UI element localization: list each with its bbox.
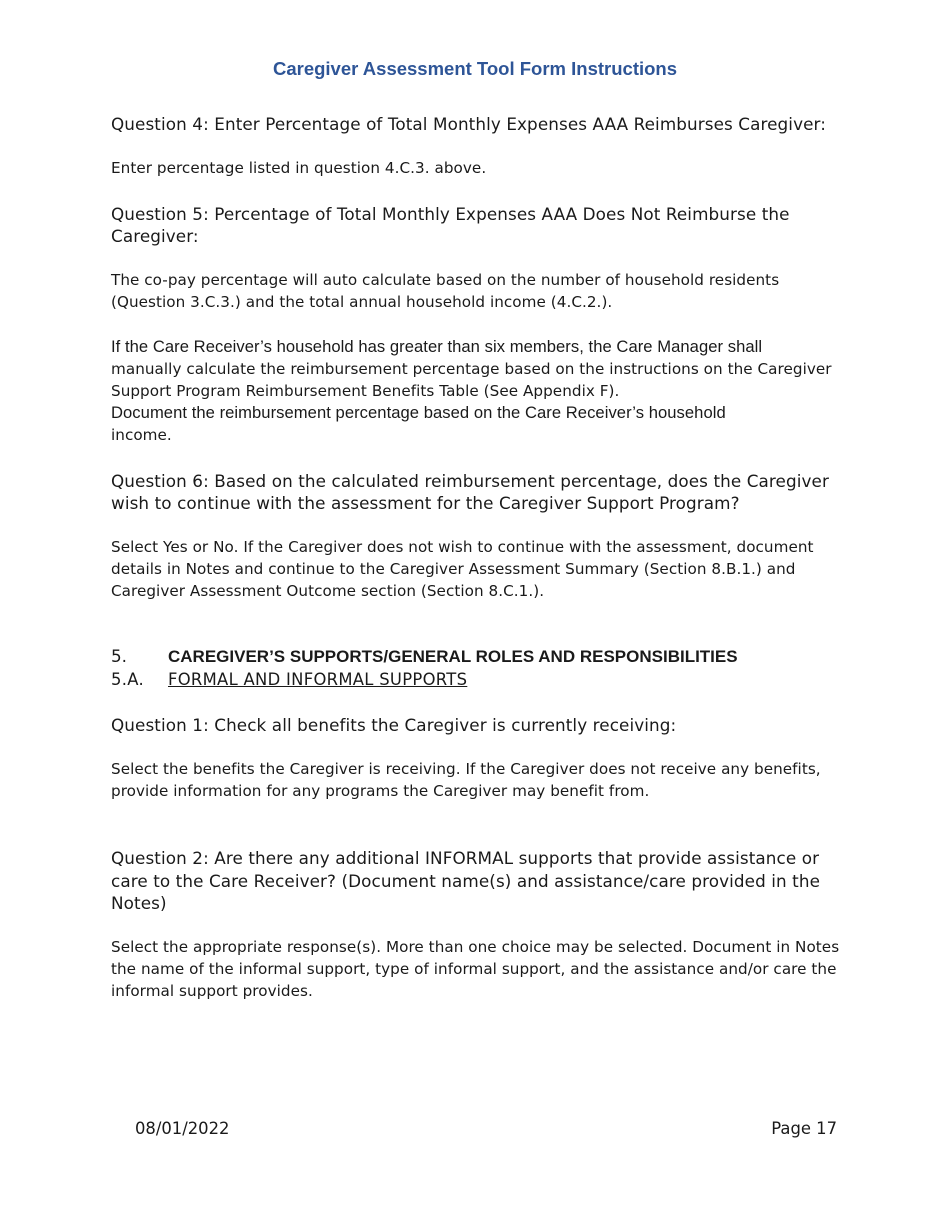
section-5-header: [111, 645, 851, 691]
question-5-household-note: [111, 336, 851, 446]
section-5-question-2-heading: Question 2: Are there any additional INFORMAL supports that provide assistance or care to the Care Receiver? (Document name(s) and assistance/care provided in the Notes): [111, 848, 821, 913]
question-5-instructions: The co-pay percentage will auto calculate based on the number of household residents (Question 3.C.3.) and the total annual household income (4.C.2.).: [111, 270, 780, 311]
question-6-instructions: Select Yes or No. If the Caregiver does not wish to continue with the assessment, document details in Notes and continue to the Caregiver Assessment Summary (Section 8.B.1.) and Caregiver Assessment Outcome section (Section 8.C.1.).: [111, 537, 814, 600]
household-note-line-2: manually calculate the reimbursement percentage based on the instructions on the Caregiver Support Program Reimbursement Benefits Table (See Appendix F).: [111, 359, 832, 400]
section-5-title: CAREGIVER’S SUPPORTS/GENERAL ROLES AND RESPONSIBILITIES: [168, 646, 738, 666]
question-6-heading: Question 6: Based on the calculated reimbursement percentage, does the Caregiver wish to continue with the assessment for the Caregiver Support Program?: [111, 470, 829, 513]
question-4-heading: Question 4: Enter Percentage of Total Monthly Expenses AAA Reimburses Caregiver:: [111, 114, 826, 134]
section-5-question-1-instructions: Select the benefits the Caregiver is receiving. If the Caregiver does not receive any benefits, provide information for any programs the Caregiver may benefit from.: [111, 760, 821, 800]
section-5a-number: 5.A.: [111, 669, 144, 689]
section-5-question-2-instructions: Select the appropriate response(s). More than one choice may be selected. Document in Notes the name of the informal support, type of informal support, and the assistance and/or care the informal support provides.: [111, 937, 840, 1000]
footer-date: 08/01/2022: [135, 1119, 230, 1138]
section-5-question-1-heading: Question 1: Check all benefits the Caregiver is currently receiving:: [111, 714, 677, 735]
question-4-instructions: Enter percentage listed in question 4.C.3. above.: [111, 158, 487, 177]
section-5a-heading: [111, 668, 467, 691]
household-note-line-3: Document the reimbursement percentage based on the Care Receiver’s household: [111, 402, 726, 422]
footer-page-number: Page 17: [771, 1119, 837, 1138]
page-title: Caregiver Assessment Tool Form Instructions: [272, 58, 678, 79]
section-5-number: 5.: [111, 645, 128, 666]
page-content: [111, 113, 851, 1002]
household-note-line-1: If the Care Receiver’s household has greater than six members, the Care Manager shall: [111, 336, 763, 356]
household-note-line-4: income.: [111, 425, 172, 444]
section-5a-title: FORMAL AND INFORMAL SUPPORTS: [168, 669, 468, 689]
question-5-heading: Question 5: Percentage of Total Monthly Expenses AAA Does Not Reimburse the Caregiver:: [111, 203, 790, 246]
